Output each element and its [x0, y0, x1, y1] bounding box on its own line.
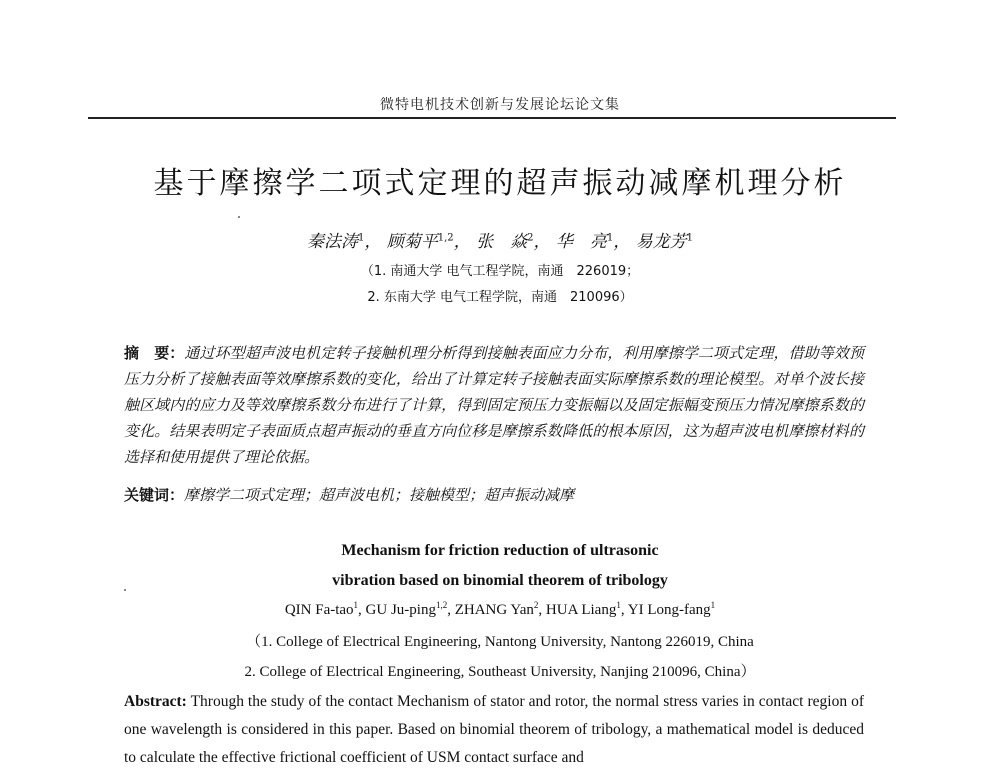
author-name: 华 亮 — [555, 232, 607, 252]
chinese-abstract-text: 通过环型超声波电机定转子接触机理分析得到接触表面应力分布，利用摩擦学二项式定理，借助等效预压力分析了接触表面等效摩擦系数的变化，给出了计算定转子接触表面实际摩擦系数的理论模型。对单个波长接触区域内的应力及等效摩擦系数分布进行了计算，得到固定预压力变振幅以及固定振幅变预压力情况摩擦系数的变化。结果表明定子表面质点超声振动的垂直方向位移是摩擦系数降低的根本原因，这为超声波电机摩擦材料的选择和使用提供了理论依据。 — [124, 344, 864, 466]
scan-speck — [238, 216, 240, 218]
author-name: 秦法涛 — [306, 232, 358, 252]
english-abstract-text: Through the study of the contact Mechanism of stator and rotor, the normal stress varies in contact region of one wavelength is considered in this paper. Based on binomial theorem of tribology, a mathematical model is deduced to calculate the effective frictional coefficient of USM contact surface and — [124, 693, 864, 766]
chinese-keywords — [124, 482, 864, 508]
author-name: 顾菊平 — [386, 232, 438, 252]
author-affiliation-mark: 1,2 — [435, 600, 448, 610]
english-affiliation-1: （1. College of Electrical Engineering, Nantong University, Nantong 226019, China — [246, 634, 754, 650]
chinese-abstract — [124, 340, 864, 470]
author-separator: ， — [533, 232, 551, 252]
author-affiliation-mark: 1 — [606, 232, 614, 244]
chinese-affiliation-2: 2. 东南大学 电气工程学院，南通 210096） — [367, 290, 633, 305]
header-rule — [88, 117, 896, 119]
author-name: 张 焱 — [476, 232, 528, 252]
author-affiliation-mark: 1 — [616, 600, 621, 610]
english-affiliation-2: 2. College of Electrical Engineering, Southeast University, Nanjing 210096, China） — [244, 664, 756, 680]
chinese-title: 基于摩擦学二项式定理的超声振动减摩机理分析 — [153, 166, 847, 201]
author-affiliation-mark: 1 — [353, 600, 359, 610]
author-separator: , — [358, 602, 366, 618]
author-affiliation-mark: 2 — [533, 600, 539, 610]
author-name: ZHANG Yan — [454, 602, 534, 618]
author-name: QIN Fa-tao — [284, 602, 354, 618]
author-affiliation-mark: 1,2 — [437, 232, 454, 244]
chinese-abstract-label: 摘 要： — [124, 344, 185, 362]
author-separator: , — [447, 602, 455, 618]
author-separator: , — [620, 602, 628, 618]
journal-header-text: 微特电机技术创新与发展论坛论文集 — [380, 97, 620, 113]
author-name: GU Ju-ping — [365, 602, 436, 618]
english-title-line-2: vibration based on binomial theorem of tribology — [332, 572, 668, 589]
author-separator: ， — [364, 232, 382, 252]
author-affiliation-mark: 2 — [527, 232, 534, 244]
author-name: HUA Liang — [545, 602, 617, 618]
chinese-authors — [0, 227, 1000, 252]
chinese-keywords-label: 关键词： — [124, 486, 185, 504]
author-separator: ， — [453, 232, 471, 252]
chinese-affiliation-1: （1. 南通大学 电气工程学院，南通 226019； — [360, 264, 640, 279]
author-separator: , — [538, 602, 546, 618]
english-abstract — [124, 688, 864, 772]
author-name: YI Long-fang — [627, 602, 711, 618]
author-affiliation-mark: 1 — [686, 232, 694, 244]
english-title-line-1: Mechanism for friction reduction of ultrasonic — [341, 542, 659, 559]
english-abstract-label: Abstract: — [124, 693, 187, 710]
english-authors — [0, 600, 1000, 619]
chinese-keywords-text: 摩擦学二项式定理；超声波电机；接触模型；超声振动减摩 — [184, 486, 575, 504]
author-name: 易龙芳 — [635, 232, 687, 252]
author-affiliation-mark: 1 — [710, 600, 716, 610]
author-affiliation-mark: 1 — [357, 232, 365, 244]
author-separator: ， — [613, 232, 631, 252]
